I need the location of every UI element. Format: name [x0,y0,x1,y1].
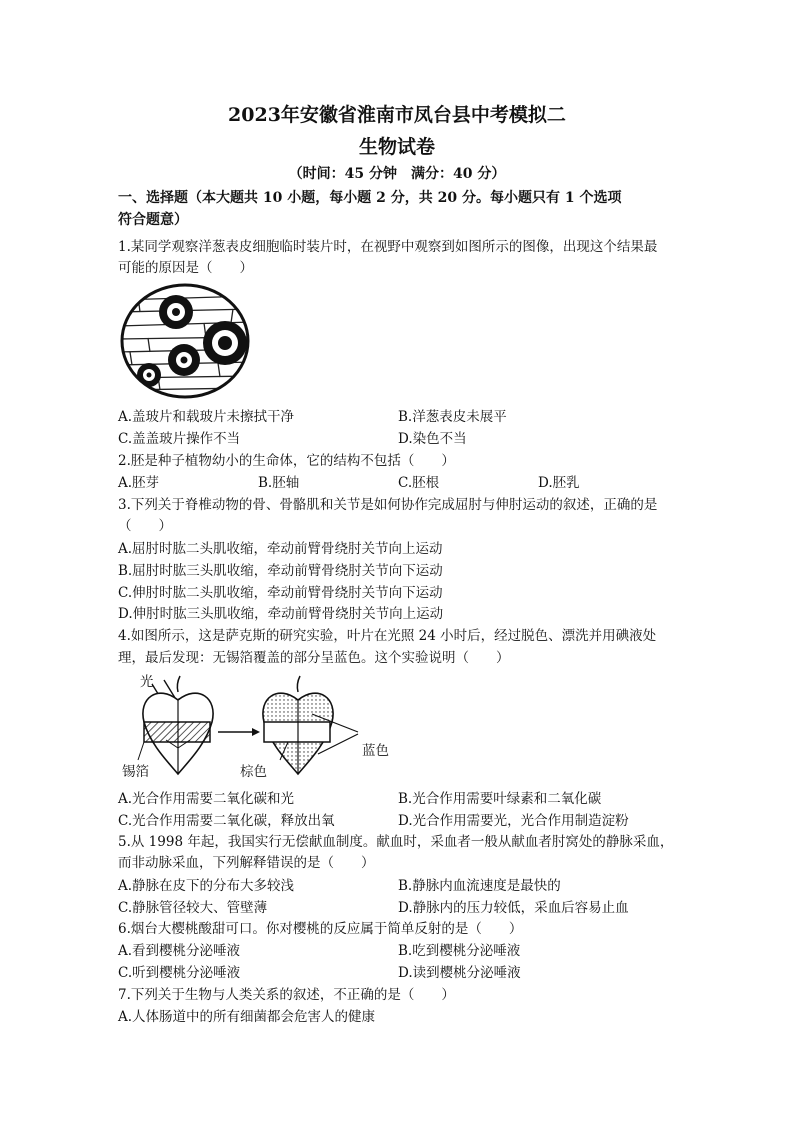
q1-stem-cont: 可能的原因是（ ） [118,260,253,276]
q2-option-b[interactable]: B.胚轴 [258,475,300,491]
q3-stem: 3.下列关于脊椎动物的骨、骨骼肌和关节是如何协作完成屈肘与伸肘运动的叙述，正确的是 [118,497,658,513]
q5-stem-cont: 而非动脉采血，下列解释错误的是（ ） [118,855,375,871]
q1-stem: 1.某同学观察洋葱表皮细胞临时装片时，在视野中观察到如图所示的图像，出现这个结果最 [118,239,658,255]
q2-option-a[interactable]: A.胚芽 [118,475,160,491]
q3-stem-cont: （ ） [118,518,172,534]
q4-option-a[interactable]: A.光合作用需要二氧化碳和光 [118,791,295,807]
q2-option-d[interactable]: D.胚乳 [538,475,580,491]
q1-option-d[interactable]: D.染色不当 [398,431,467,447]
section-heading: 一、选择题（本大题共 10 小题，每小题 2 分，共 20 分。每小题只有 1 个选项 [118,190,622,206]
q1-option-b[interactable]: B.洋葱表皮未展平 [398,409,507,425]
q3-option-a[interactable]: A.屈肘时肱二头肌收缩，牵动前臂骨绕肘关节向上运动 [118,541,443,557]
figure-label-light: 光 [140,674,154,690]
exam-subtitle: 生物试卷 [358,136,435,158]
figure-label-blue: 蓝色 [362,743,389,759]
figure-label-brown: 棕色 [240,764,267,780]
q3-option-d[interactable]: D.伸肘时肱三头肌收缩，牵动前臂骨绕肘关节向上运动 [118,606,444,622]
q5-option-b[interactable]: B.静脉内血流速度是最快的 [398,878,561,894]
time-info: （时间：45 分钟 满分：40 分） [288,166,506,182]
q4-stem: 4.如图所示，这是萨克斯的研究实验，叶片在光照 24 小时后，经过脱色、漂洗并用碘液处 [118,628,657,644]
figure-label-foil: 锡箔 [122,764,149,780]
q5-option-a[interactable]: A.静脉在皮下的分布大多较浅 [118,878,295,894]
q7-option-a[interactable]: A.人体肠道中的所有细菌都会危害人的健康 [118,1009,376,1025]
q3-option-c[interactable]: C.伸肘时肱二头肌收缩，牵动前臂骨绕肘关节向下运动 [118,585,443,601]
q5-option-c[interactable]: C.静脉管径较大、管壁薄 [118,900,268,916]
q5-stem: 5.从 1998 年起，我国实行无偿献血制度。献血时，采血者一般从献血者肘窝处的静脉采血， [118,834,674,850]
microscope-view-figure [118,282,252,400]
q6-stem: 6.烟台大樱桃酸甜可口。你对樱桃的反应属于简单反射的是（ ） [118,921,523,937]
q6-option-c[interactable]: C.听到樱桃分泌唾液 [118,965,241,981]
q2-option-c[interactable]: C.胚根 [398,475,440,491]
section-heading-cont: 符合题意） [118,212,188,228]
q6-option-d[interactable]: D.读到樱桃分泌唾液 [398,965,521,981]
q4-option-c[interactable]: C.光合作用需要二氧化碳，释放出氧 [118,813,335,829]
q4-option-d[interactable]: D.光合作用需要光，光合作用制造淀粉 [398,813,629,829]
q4-stem-cont: 理，最后发现：无锡箔覆盖的部分呈蓝色。这个实验说明（ ） [118,650,510,666]
q1-option-a[interactable]: A.盖玻片和载玻片未擦拭干净 [118,409,295,425]
exam-title: 2023年安徽省淮南市凤台县中考模拟二 [228,104,566,126]
q3-option-b[interactable]: B.屈肘时肱三头肌收缩，牵动前臂骨绕肘关节向下运动 [118,563,443,579]
q6-option-b[interactable]: B.吃到樱桃分泌唾液 [398,943,521,959]
q6-option-a[interactable]: A.看到樱桃分泌唾液 [118,943,241,959]
q2-stem: 2.胚是种子植物幼小的生命体，它的结构不包括（ ） [118,453,455,469]
q4-option-b[interactable]: B.光合作用需要叶绿素和二氧化碳 [398,791,602,807]
q7-stem: 7.下列关于生物与人类关系的叙述，不正确的是（ ） [118,987,455,1003]
q1-option-c[interactable]: C.盖盖玻片操作不当 [118,431,241,447]
q5-option-d[interactable]: D.静脉内的压力较低，采血后容易止血 [398,900,629,916]
